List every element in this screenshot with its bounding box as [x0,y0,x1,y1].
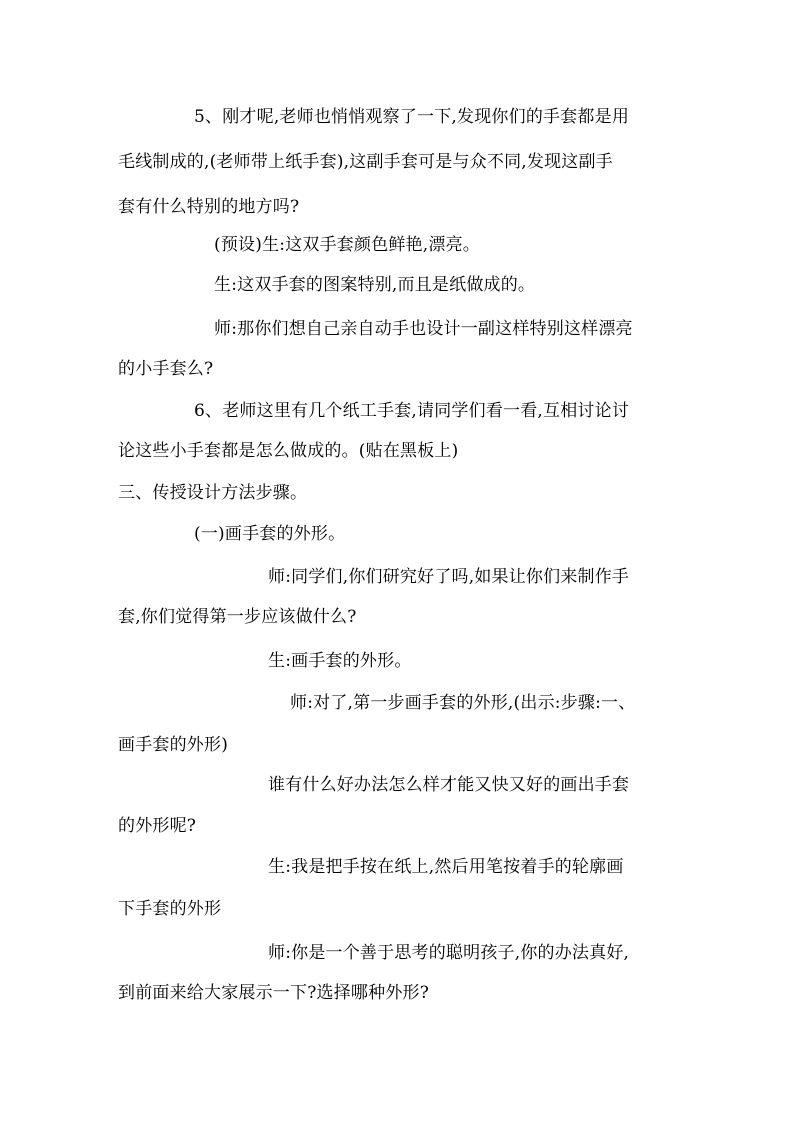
paragraph-line: 谁有什么好办法怎么样才能又快又好的画出手套 [268,775,630,795]
paragraph-line: 6、老师这里有几个纸工手套,请同学们看一看,互相讨论讨 [194,401,630,421]
paragraph-line: 师:你是一个善于思考的聪明孩子,你的办法真好, [268,943,630,963]
paragraph-line: 生:这双手套的图案特别,而且是纸做成的。 [214,275,536,295]
paragraph-line: 毛线制成的,(老师带上纸手套),这副手套可是与众不同,发现这副手 [118,152,613,172]
paragraph-line: 5、刚才呢,老师也悄悄观察了一下,发现你们的手套都是用 [194,107,630,127]
paragraph-line: 到前面来给大家展示一下?选择哪种外形? [118,983,430,1003]
paragraph-line: (预设)生:这双手套颜色鲜艳,漂亮。 [214,235,480,255]
paragraph-line: 师:那你们想自己亲自动手也设计一副这样特别这样漂亮 [214,319,633,339]
paragraph-line: 画手套的外形) [118,735,229,755]
paragraph-line: 下手套的外形 [118,899,222,919]
paragraph-line: 生:我是把手按在纸上,然后用笔按着手的轮廓画 [268,857,624,877]
section-heading: 三、传授设计方法步骤。 [118,483,308,503]
paragraph-line: 师:对了,第一步画手套的外形,(出示:步骤:一、 [290,693,636,713]
paragraph-line: 的外形呢? [118,816,197,836]
paragraph-line: 师:同学们,你们研究好了吗,如果让你们来制作手 [268,567,630,587]
paragraph-line: 生:画手套的外形。 [268,651,412,671]
paragraph-line: 论这些小手套都是怎么做成的。(贴在黑板上) [118,441,459,461]
paragraph-line: 套,你们觉得第一步应该做什么? [118,607,357,627]
paragraph-line: 套有什么特别的地方吗? [118,197,300,217]
paragraph-line: 的小手套么? [118,359,214,379]
subsection-heading: (一)画手套的外形。 [194,524,346,544]
